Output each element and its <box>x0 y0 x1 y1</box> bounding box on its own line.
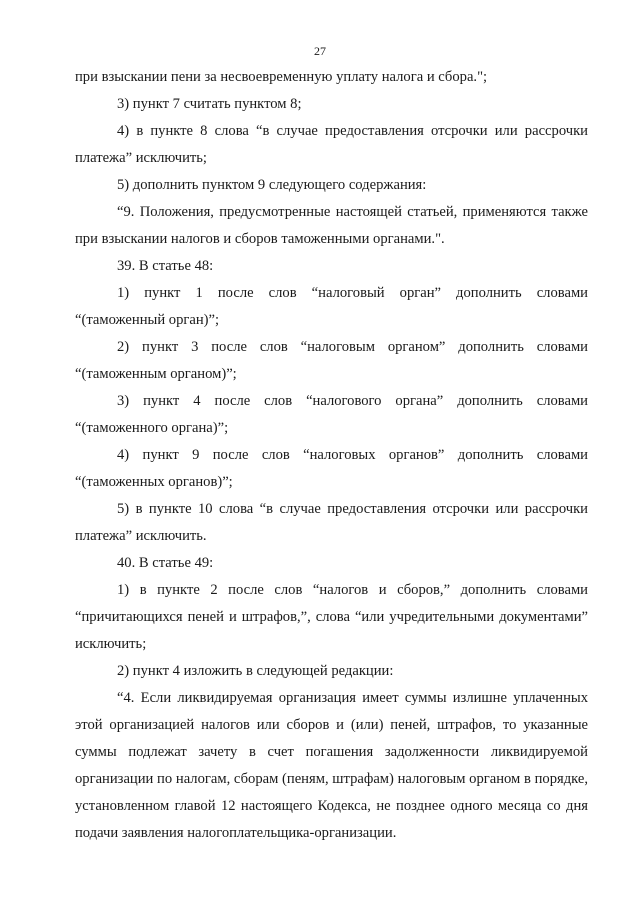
paragraph: 40. В статье 49: <box>117 555 214 571</box>
paragraph: “4. Если ликвидируемая организация имеет суммы излишне уплаченных этой организацией налогов или сборов и (или) пеней, штрафов, то указанные суммы подлежат зачету в счет погашения задолженности ликвидируемой организации по налогам, сборам (пеням, штрафам) налоговым органом в порядке, установленном главой 12 настоящего Кодекса, не позднее одного месяца со дня подачи заявления налогоплательщика-организации. <box>75 690 588 841</box>
paragraph: при взыскании пени за несвоевременную уплату налога и сбора."; <box>75 69 488 85</box>
paragraph: 4) в пункте 8 слова “в случае предоставления отсрочки или рассрочки платежа” исключить; <box>75 123 588 166</box>
paragraph: 5) в пункте 10 слова “в случае предоставления отсрочки или рассрочки платежа” исключить. <box>75 501 588 544</box>
paragraph: 1) пункт 1 после слов “налоговый орган” дополнить словами “(таможенный орган)”; <box>75 285 588 328</box>
paragraph: 3) пункт 7 считать пунктом 8; <box>117 96 302 112</box>
document-body <box>75 64 588 847</box>
paragraph: “9. Положения, предусмотренные настоящей статьей, применяются также при взыскании налогов и сборов таможенными органами.". <box>75 204 588 247</box>
paragraph: 5) дополнить пунктом 9 следующего содержания: <box>117 177 427 193</box>
paragraph: 2) пункт 3 после слов “налоговым органом” дополнить словами “(таможенным органом)”; <box>75 339 588 382</box>
paragraph: 4) пункт 9 после слов “налоговых органов” дополнить словами “(таможенных органов)”; <box>75 447 588 490</box>
paragraph: 39. В статье 48: <box>117 258 214 274</box>
paragraph: 1) в пункте 2 после слов “налогов и сборов,” дополнить словами “причитающихся пеней и штрафов,”, слова “или учредительными документами” исключить; <box>75 582 588 652</box>
paragraph: 3) пункт 4 после слов “налогового органа” дополнить словами “(таможенного органа)”; <box>75 393 588 436</box>
page-number: 27 <box>314 44 326 58</box>
paragraph: 2) пункт 4 изложить в следующей редакции: <box>117 663 394 679</box>
